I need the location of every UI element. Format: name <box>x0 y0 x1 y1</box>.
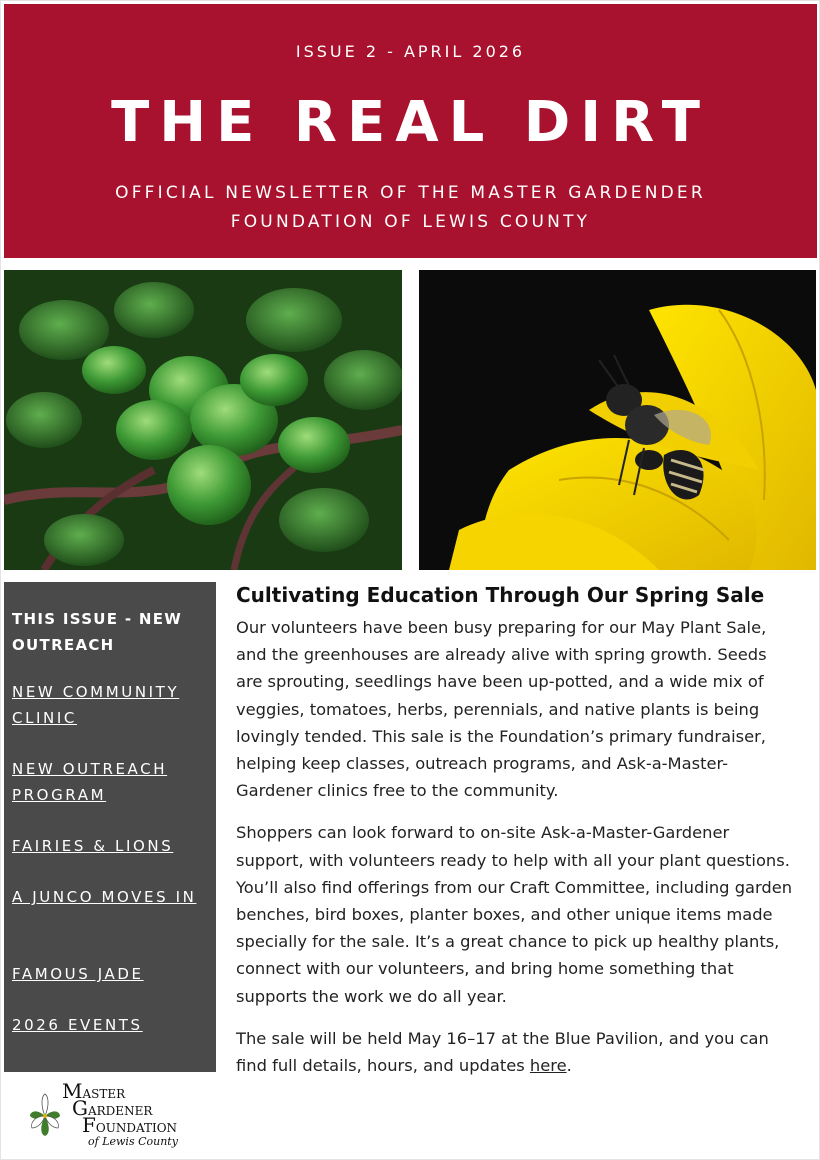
jade-plant-illustration <box>4 270 402 570</box>
sidebar-link-a-junco-moves-in[interactable]: A JUNCO MOVES IN <box>12 888 197 906</box>
article-paragraph-3 <box>236 1025 798 1079</box>
newsletter-title: THE REAL DIRT <box>111 90 710 155</box>
sidebar-heading: THIS ISSUE - NEW OUTREACH <box>12 610 183 654</box>
article-paragraph-1: Our volunteers have been busy preparing for our May Plant Sale, and the greenhouses are already alive with spring growth. Seeds are sprouting, seedlings have been up-potted, and a wide mix of veggies, tomatoes, herbs, perennials, and native plants is being lovingly tended. This sale is the Foundation’s primary fundraiser, helping keep classes, outreach programs, and Ask-a-Master-Gardener clinics free to the community. <box>236 618 767 801</box>
bee-flower-illustration <box>419 270 816 570</box>
main-article <box>236 582 798 1079</box>
article-headline: Cultivating Education Through Our Spring Sale <box>236 583 765 607</box>
sidebar-link-2026-events[interactable]: 2026 EVENTS <box>12 1016 143 1034</box>
sidebar-link-famous-jade[interactable]: FAMOUS JADE <box>12 965 144 983</box>
logo-initial-m: M <box>62 1079 83 1103</box>
article-paragraph-2: Shoppers can look forward to on-site Ask-a-Master-Gardener support, with volunteers ready to help with all your plant questions. You’ll also find offerings from our Craft Committee, including garden benches, bird boxes, planter boxes, and other unique items made specially for the sale. It’s a great chance to pick up healthy plants, connect with our volunteers, and bring home something that supports the work we do all year. <box>236 823 793 1006</box>
bee-on-yellow-flower-photo <box>419 270 816 570</box>
sale-details-link[interactable]: here <box>529 1056 567 1076</box>
logo-word-oundation: OUNDATION <box>95 1121 178 1135</box>
paragraph-3-period: . <box>566 1056 572 1076</box>
logo-initial-g: G <box>72 1096 88 1120</box>
logo-word-aster: ASTER <box>82 1087 126 1101</box>
issue-line: ISSUE 2 - APRIL 2026 <box>295 42 526 61</box>
paragraph-3-text: The sale will be held May 16–17 at the Blue Pavilion, and you can find full details, hours, and updates <box>236 1028 769 1076</box>
trillium-flower-icon <box>28 1086 62 1148</box>
logo-county: of Lewis County <box>88 1135 178 1148</box>
masthead-banner <box>4 4 817 258</box>
sidebar-link-fairies-lions[interactable]: FAIRIES & LIONS <box>12 837 174 855</box>
foundation-logo <box>28 1079 188 1150</box>
jade-plant-photo <box>4 270 402 570</box>
sidebar-link-new-community-clinic[interactable]: NEW COMMUNITY CLINIC <box>12 683 180 727</box>
sidebar-link-new-outreach-program[interactable]: NEW OUTREACH PROGRAM <box>12 760 168 804</box>
logo-initial-f: F <box>82 1113 96 1137</box>
newsletter-subtitle: OFFICIAL NEWSLETTER OF THE MASTER GARDENDER FOUNDATION OF LEWIS COUNTY <box>115 183 706 232</box>
logo-word-ardener: ARDENER <box>87 1104 153 1118</box>
logo-wordmark <box>62 1079 178 1149</box>
sidebar-contents <box>4 582 216 1072</box>
